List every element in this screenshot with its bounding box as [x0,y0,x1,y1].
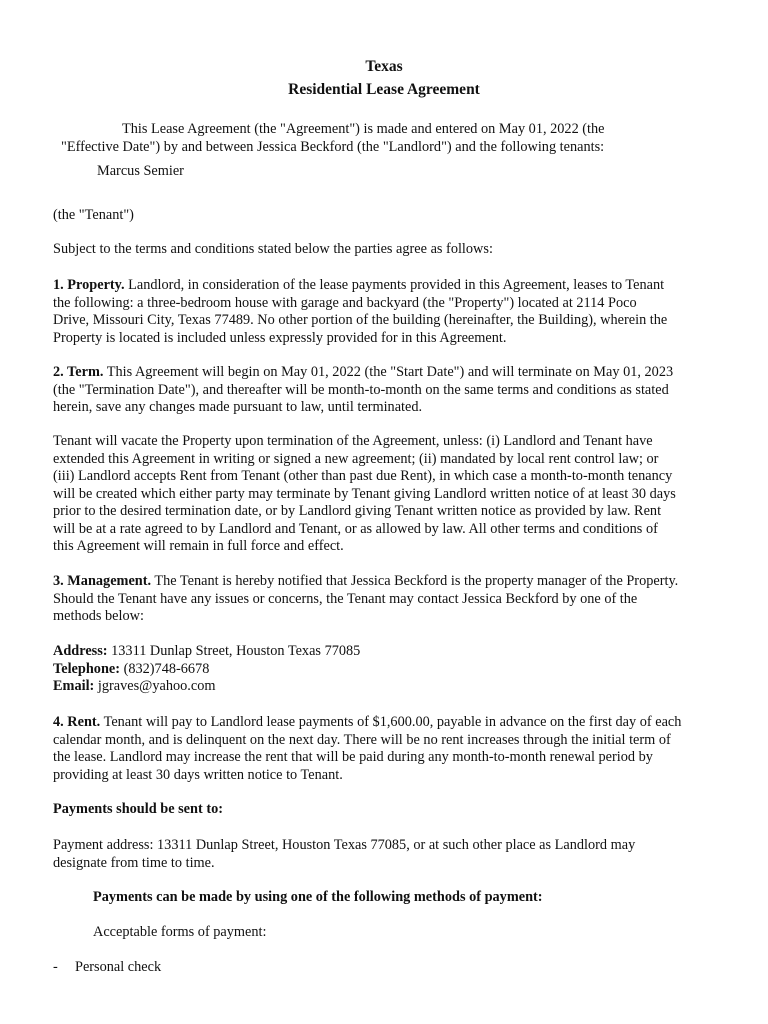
acceptable-forms-label: Acceptable forms of payment: [93,924,267,940]
rent-section: 4. Rent. Tenant will pay to Landlord lease payments of $1,600.00, payable in advance on the first day of each calendar month, and is delinquent on the next day. There will be no rent increases through the initial term of the lease. Landlord may increase the rent that will be paid during any month-to-month renewal period by providing at least 30 days written notice to Tenant. [53,714,682,783]
contact-address: Address: 13311 Dunlap Street, Houston Texas 77085 [53,643,361,659]
property-section: 1. Property. Landlord, in consideration of the lease payments provided in this Agreement, leases to Tenant the following: a three-bedroom house with garage and backyard (the "Property") located at 2114 Poco Drive, Missouri City, Texas 77489. No other portion of the building (hereinafter, the Building), wherein the Property is located is included unless expressly provided for in this Agreement. [53,277,668,346]
tenant-label: (the "Tenant") [53,207,134,223]
bullet-dash: - [53,959,58,975]
payment-address-paragraph: Payment address: 13311 Dunlap Street, Houston Texas 77085, or at such other place as Landlord may designate from time to time. [53,837,636,871]
document-state-title: Texas [365,58,403,75]
subject-paragraph: Subject to the terms and conditions stated below the parties agree as follows: [53,241,493,257]
contact-telephone: Telephone: (832)748-6678 [53,660,210,677]
property-heading: 1. Property. [53,277,125,293]
contact-details [53,643,718,696]
management-heading: 3. Management. [53,573,152,589]
management-section: 3. Management. The Tenant is hereby notified that Jessica Beckford is the property manager of the Property. Should the Tenant have any issues or concerns, the Tenant may contact Jessica Beckford by one of the methods below: [53,573,679,624]
list-item [53,959,161,977]
tenant-name: Marcus Semier [97,163,184,179]
rent-heading: 4. Rent. [53,714,101,730]
term-heading: 2. Term. [53,364,104,380]
payment-methods-heading: Payments can be made by using one of the following methods of payment: [93,889,543,905]
contact-email: Email: jgraves@yahoo.com [53,678,216,694]
payment-form-personal-check: Personal check [75,959,162,975]
document-title: Residential Lease Agreement [288,81,480,98]
intro-line-1: This Lease Agreement (the "Agreement") is made and entered on May 01, 2022 (the [122,121,605,137]
vacate-paragraph: Tenant will vacate the Property upon termination of the Agreement, unless: (i) Landlord and Tenant have extended this Agreement in writing or signed a new agreement; (ii) mandated by local rent control law; or (iii) Landlord accepts Rent from Tenant (other than past due Rent), in which case a month-to-month tenancy will be created which either party may terminate by Tenant giving Landlord written notice of at least 30 days prior to the desired termination date, or by Landlord giving Tenant written notice as provided by law. Rent will be at a rate agreed to by Landlord and Tenant, or as allowed by law. All other terms and conditions of this Agreement will remain in full force and effect. [53,433,676,554]
intro-line-2: "Effective Date") by and between Jessica Beckford (the "Landlord") and the following tenants: [61,139,605,155]
term-section: 2. Term. This Agreement will begin on May 01, 2022 (the "Start Date") and will terminate on May 01, 2023 (the "Termination Date"), and thereafter will be month-to-month on the same terms and conditions as stated herein, save any changes made pursuant to law, until terminated. [53,364,674,415]
payments-sent-heading: Payments should be sent to: [53,801,223,817]
